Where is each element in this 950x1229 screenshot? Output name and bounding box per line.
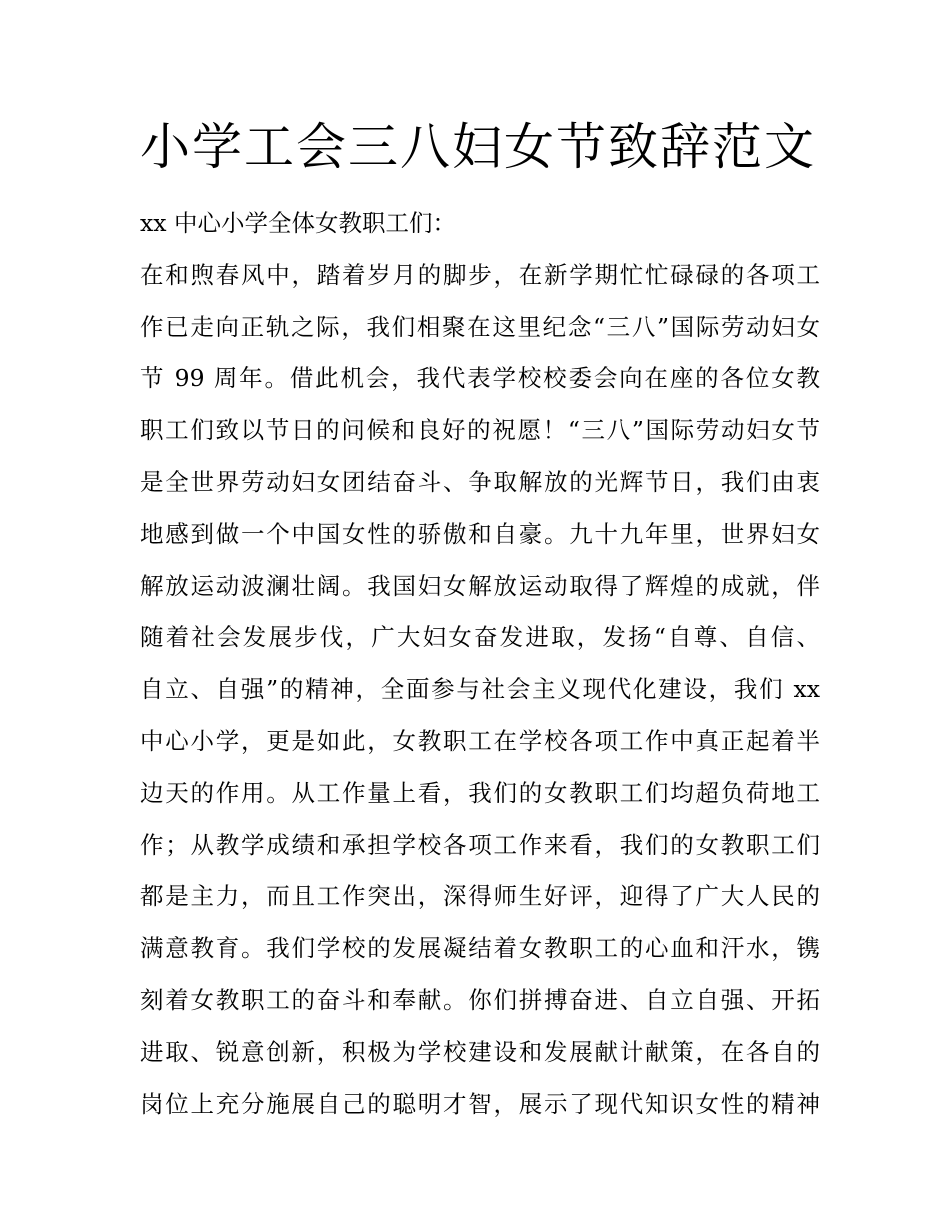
paragraph-line: 刻着女教职工的奋斗和奉献。你们拼搏奋进、自立自强、开拓 [140, 985, 820, 1014]
paragraph-line: 在和煦春风中，踏着岁月的脚步，在新学期忙忙碌碌的各项工 [140, 260, 820, 289]
paragraph-line: 中心小学，更是如此，女教职工在学校各项工作中真正起着半 [140, 726, 820, 755]
paragraph-line: 都是主力，而且工作突出，深得师生好评，迎得了广大人民的 [140, 882, 820, 911]
paragraph-line: 节 99 周年。借此机会，我代表学校校委会向在座的各位女教 [140, 364, 820, 393]
paragraph-line: 进取、锐意创新，积极为学校建设和发展献计献策，在各自的 [140, 1037, 820, 1066]
document-title: 小学工会三八妇女节致辞范文 [140, 118, 816, 176]
paragraph-line: 边天的作用。从工作量上看，我们的女教职工们均超负荷地工 [140, 778, 820, 807]
paragraph-line: 作；从教学成绩和承担学校各项工作来看，我们的女教职工们 [140, 830, 820, 859]
paragraph-line: 解放运动波澜壮阔。我国妇女解放运动取得了辉煌的成就，伴 [140, 571, 820, 600]
paragraph-line: 岗位上充分施展自己的聪明才智，展示了现代知识女性的精神 [140, 1089, 820, 1118]
paragraph-line: 是全世界劳动妇女团结奋斗、争取解放的光辉节日，我们由衷 [140, 467, 820, 496]
paragraph-line: 地感到做一个中国女性的骄傲和自豪。九十九年里，世界妇女 [140, 519, 820, 548]
paragraph-line: 随着社会发展步伐，广大妇女奋发进取，发扬“自尊、自信、 [140, 623, 820, 652]
paragraph-line: 自立、自强”的精神，全面参与社会主义现代化建设，我们 xx [140, 675, 820, 704]
paragraph-line: 满意教育。我们学校的发展凝结着女教职工的心血和汗水，镌 [140, 934, 820, 963]
paragraph-line: 职工们致以节日的问候和良好的祝愿！“三八”国际劳动妇女节 [140, 416, 820, 445]
salutation-line: xx 中心小学全体女教职工们： [140, 209, 456, 237]
document-body [140, 198, 820, 1130]
paragraph-line: 作已走向正轨之际，我们相聚在这里纪念“三八”国际劳动妇女 [140, 312, 820, 341]
